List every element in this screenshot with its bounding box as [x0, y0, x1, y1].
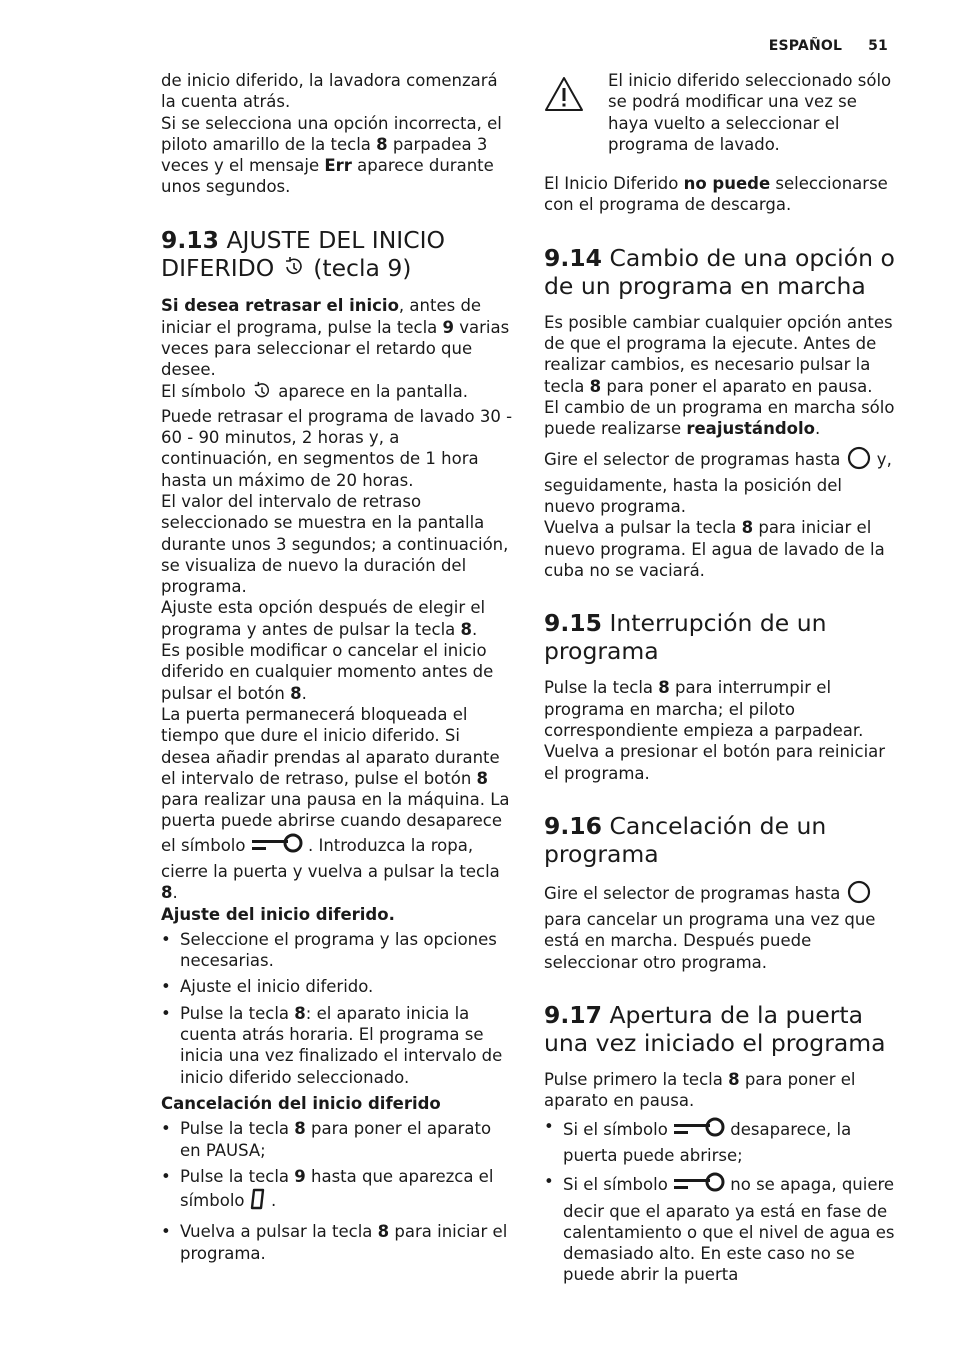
paragraph — [544, 312, 896, 397]
text: Pulse la tecla — [544, 678, 659, 698]
paragraph — [544, 517, 896, 581]
key-ref: 8 — [376, 134, 388, 154]
intro-paragraph-2 — [161, 113, 513, 198]
text: Gire el selector de programas hasta — [544, 883, 846, 903]
paragraph: Puede retrasar el programa de lavado 30 - 60 - 90 minutos, 2 horas y, a continuación, en segmentos de 1 hora hasta un máximo de 20 horas. — [161, 406, 513, 490]
heading-number: 9.16 — [544, 811, 602, 840]
page-header — [769, 38, 888, 54]
warning-text: El inicio diferido seleccionado sólo se podrá modificar una vez se haya vuelto a seleccionar el programa de lavado. — [608, 71, 892, 154]
text: para cancelar un programa una vez que está en marcha. Después puede seleccionar otro programa. — [544, 910, 876, 972]
paragraph — [544, 397, 896, 440]
list-set-delay — [161, 929, 513, 1088]
key-ref: 8 — [589, 376, 602, 396]
list-item — [161, 1166, 513, 1217]
key-ref: 8 — [290, 683, 302, 703]
text: Pulse la tecla — [180, 1166, 295, 1186]
text: Gire el selector de programas hasta — [544, 449, 846, 469]
list-item — [161, 1003, 513, 1088]
text: . — [301, 683, 307, 703]
list-item — [544, 1171, 896, 1285]
page-number: 51 — [868, 38, 888, 54]
heading-9-13 — [161, 226, 513, 284]
heading-number: 9.15 — [544, 609, 602, 638]
warning-icon — [544, 76, 584, 117]
paragraph — [161, 704, 513, 904]
heading-9-14 — [544, 244, 896, 300]
bold-text: reajustándolo — [686, 419, 815, 439]
intro-paragraph-1: de inicio diferido, la lavadora comenzará la cuenta atrás. — [161, 71, 498, 112]
error-code: Err — [324, 156, 352, 176]
heading-text: Apertura de la puerta una vez iniciado el programa — [544, 1001, 886, 1058]
paragraph — [544, 677, 896, 783]
subheading-cancel-delay: Cancelación del inicio diferido — [161, 1093, 441, 1113]
text: Si el símbolo — [563, 1119, 674, 1139]
heading-9-17 — [544, 1001, 896, 1057]
heading-number: 9.13 — [161, 225, 219, 254]
door-lock-icon — [673, 1116, 725, 1145]
text: aparece en la pantalla. — [273, 382, 468, 402]
text: para poner el aparato en pausa. — [544, 1070, 856, 1111]
text: hasta que aparezca el símbolo — [180, 1166, 494, 1211]
list-item: • Seleccione el programa y las opciones necesarias. — [161, 929, 513, 972]
key-ref: 8 — [658, 678, 670, 698]
paragraph — [161, 597, 513, 640]
key-ref: 8 — [377, 1222, 390, 1242]
door-lock-icon — [673, 1171, 725, 1200]
heading-9-15 — [544, 609, 896, 665]
subheading-set-delay: Ajuste del inicio diferido. — [161, 904, 395, 924]
list-cancel-delay — [161, 1118, 513, 1264]
heading-text: (tecla 9) — [305, 253, 412, 282]
text: Vuelva a pulsar la tecla — [180, 1222, 378, 1242]
text: El símbolo — [161, 382, 252, 402]
text: para poner el aparato en PAUSA; — [180, 1119, 492, 1160]
zero-digit-icon — [250, 1187, 266, 1216]
text: Vuelva a pulsar la tecla — [544, 518, 742, 538]
heading-text: AJUSTE DEL INICIO DIFERIDO — [161, 225, 446, 282]
key-ref: 8 — [294, 1003, 306, 1023]
text: y, seguidamente, hasta la posición del nuevo programa. — [544, 449, 892, 517]
heading-text: Cancelación de un programa — [544, 811, 827, 868]
off-circle-icon — [846, 880, 872, 909]
key-ref: 8 — [460, 619, 473, 639]
text: seleccionarse con el programa de descarga. — [544, 174, 888, 215]
key-ref: 8 — [476, 768, 489, 788]
text: para poner el aparato en pausa. — [601, 376, 873, 396]
text: desaparece, la puerta puede abrirse; — [563, 1119, 852, 1165]
heading-text: Cambio de una opción o de un programa en marcha — [544, 243, 895, 300]
text: para realizar una pausa en la máquina. La puerta puede abrirse cuando desaparece el símbolo — [161, 790, 510, 855]
text: varias veces para seleccionar el retardo que desee. — [161, 317, 510, 380]
paragraph: El valor del intervalo de retraso seleccionado se muestra en la pantalla durante unos 3 segundos; a continuación, se visualiza de nuevo la duración del programa. — [161, 491, 509, 597]
list-item — [161, 1118, 513, 1161]
key-ref: 8 — [161, 883, 173, 903]
key-ref: 8 — [294, 1119, 306, 1139]
text: Ajuste esta opción después de elegir el programa y antes de pulsar la tecla — [161, 598, 486, 639]
key-ref: 9 — [294, 1166, 306, 1186]
heading-9-16 — [544, 812, 896, 868]
left-column — [161, 70, 513, 1269]
list-door-open — [544, 1116, 896, 1286]
paragraph — [161, 640, 513, 704]
paragraph — [544, 1069, 896, 1112]
heading-text: Interrupción de un programa — [544, 609, 827, 666]
warning-note — [544, 70, 896, 155]
header-language: ESPAÑOL — [768, 38, 843, 54]
text: no se apaga, quiere decir que el aparato ya está en fase de calentamiento o que el nivel de agua es demasiado alto. En este caso no se puede abrir la puerta — [563, 1175, 895, 1285]
text: Pulse la tecla — [180, 1119, 295, 1139]
text: Si el símbolo — [563, 1175, 674, 1195]
text: : el aparato inicia la cuenta atrás horaria. El programa se inicia una vez finalizado el intervalo de inicio diferido seleccionado. — [180, 1003, 503, 1087]
text: parpadea 3 veces y el mensaje — [161, 134, 488, 176]
text: , antes de iniciar el programa, pulse la tecla — [161, 296, 482, 337]
text: Es posible cambiar cualquier opción antes de que el programa la ejecute. Antes de realizar cambios, es necesario pulsar la tecla — [544, 312, 893, 396]
delay-start-icon — [251, 380, 273, 405]
key-ref: 8 — [741, 518, 754, 538]
text: aparece durante unos segundos. — [161, 156, 494, 197]
key-ref: 9 — [442, 317, 454, 337]
paragraph — [544, 446, 896, 518]
text: para interrumpir el programa en marcha; el piloto correspondiente empieza a parpadear. Vuelva a presionar el botón para reiniciar el programa. — [544, 678, 886, 783]
text: . — [472, 619, 478, 639]
text: . Introduzca la ropa, cierre la puerta y vuelva a pulsar la tecla — [161, 835, 500, 881]
list-item: • Ajuste el inicio diferido. — [161, 976, 513, 997]
paragraph — [544, 880, 896, 973]
list-item — [544, 1116, 896, 1167]
door-lock-icon — [251, 832, 303, 861]
text: . — [814, 419, 821, 439]
bold-text: no puede — [683, 174, 771, 194]
text: El Inicio Diferido — [544, 174, 684, 194]
delay-start-icon — [282, 255, 306, 283]
text: . — [172, 883, 178, 903]
bold-text: Si desea retrasar el inicio — [161, 296, 399, 316]
text: Es posible modificar o cancelar el inicio diferido en cualquier momento antes de pulsar el botón — [161, 641, 494, 703]
heading-number: 9.14 — [544, 243, 602, 272]
text: Pulse la tecla — [180, 1003, 295, 1023]
list-item — [161, 1221, 513, 1264]
right-column — [544, 70, 896, 1291]
off-circle-icon — [846, 446, 872, 475]
text: La puerta permanecerá bloqueada el tiempo que dure el inicio diferido. Si desea añadir prendas al aparato durante el intervalo de retraso, pulse el botón — [161, 704, 500, 788]
text: Si se selecciona una opción incorrecta, el piloto amarillo de la tecla — [161, 113, 502, 154]
paragraph — [161, 295, 513, 380]
paragraph — [544, 173, 896, 216]
text: para iniciar el programa. — [180, 1222, 508, 1263]
key-ref: 8 — [728, 1070, 740, 1090]
text: El cambio de un programa en marcha sólo puede realizarse — [544, 397, 895, 439]
paragraph — [161, 380, 513, 405]
text: Pulse primero la tecla — [544, 1070, 729, 1090]
heading-number: 9.17 — [544, 1001, 602, 1030]
text: para iniciar el nuevo programa. El agua de lavado de la cuba no se vaciará. — [544, 518, 885, 581]
text: . — [265, 1191, 277, 1211]
